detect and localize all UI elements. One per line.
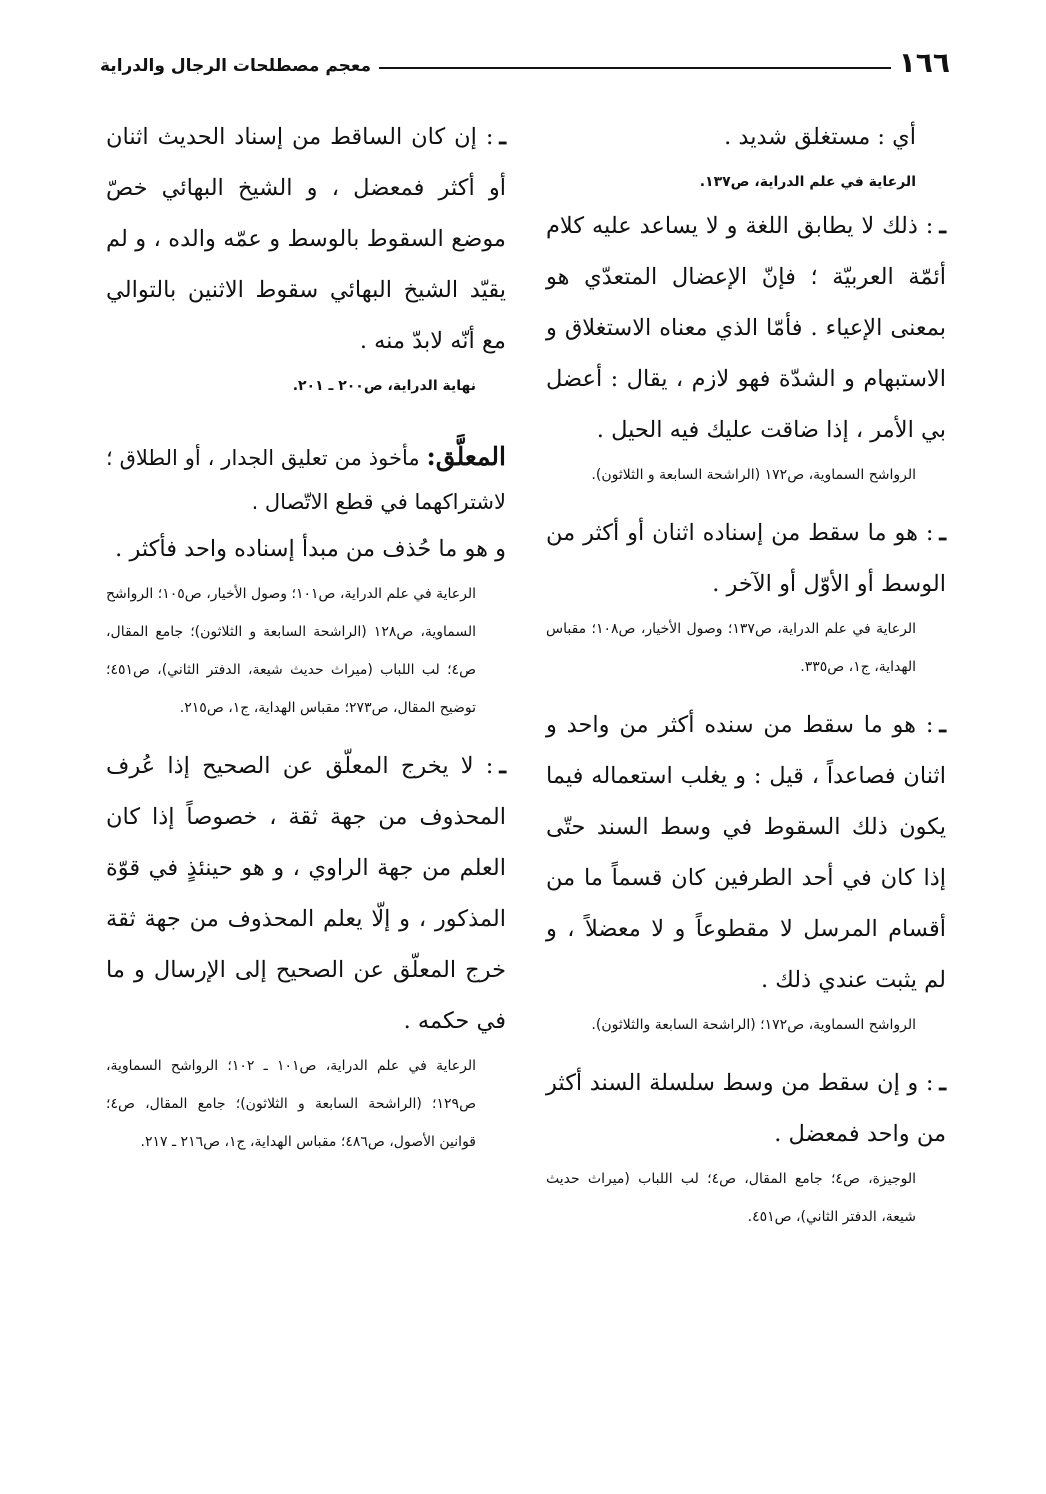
page-number: ١٦٦ [898,46,950,79]
headword-definition: مأخوذ من تعليق الجدار ، أو الطلاق ؛ لاشتراكهما في قطع الاتّصال . [106,446,506,514]
entry-body: : ذلك لا يطابق اللغة و لا يساعد عليه كلام أئمّة العربيّة ؛ فإنّ الإعضال المتعدّي هو بمعنى الإعياء . فأمّا الذي معناه الاستغلاق و الاستبهام و الشدّة فهو لازم ، يقال : أعضل بي الأمر ، إذا ضاقت عليك فيه الحيل . [546,213,946,443]
entry-dash: ـ [939,712,946,738]
reference: الرواشح السماوية، ص١٧٢ (الراشحة السابعة و الثلاثون). [591,467,916,483]
entry-text: و هو ما حُذف من مبدأ إسناده واحد فأكثر . [115,536,506,562]
entry-text: أي : مستغلق شديد . [724,124,916,150]
entry-body: : لا يخرج المعلّق عن الصحيح إذا عُرف المحذوف من جهة ثقة ، خصوصاً إذا كان العلم من جهة الراوي ، و هو حينئذٍ في قوّة المذكور ، و إلّا يعلم المحذوف من جهة ثقة خرج المعلّق عن الصحيح إلى الإرسال و ما في حكمه . [106,753,506,1034]
headword-entry [106,435,506,524]
entry-dash: ـ [499,124,506,150]
left-column [106,112,506,1161]
reference: نهاية الدراية، ص٢٠٠ ـ ٢٠١. [292,378,476,394]
reference: الرواشح السماوية، ص١٧٢؛ (الراشحة السابعة والثلاثون). [591,1017,916,1033]
entry-text [106,112,506,367]
entry-body: : هو ما سقط من سنده أكثر من واحد و اثنان فصاعداً ، قيل : و يغلب استعماله فيما يكون ذلك السقوط في وسط السند حتّى إذا كان في أحد الطرفين كان قسماً ما من أقسام المرسل لا مقطوعاً و لا معضلاً ، و لم يثبت عندي ذلك . [546,712,946,993]
reference: الرعاية في علم الدراية، ص١٣٧؛ وصول الأخيار، ص١٠٨؛ مقباس الهداية، ج١، ص٣٣٥. [546,621,917,675]
entry-text [106,741,506,1047]
entry-body: : و إن سقط من وسط سلسلة السند أكثر من واحد فمعضل . [546,1070,946,1147]
right-column [546,112,946,1236]
entry-text [546,508,946,610]
entry-text [546,201,946,456]
entry-dash: ـ [939,213,946,239]
book-title: معجم مصطلحات الرجال والدراية [100,56,372,76]
reference: الرعاية في علم الدراية، ص١٣٧. [699,174,916,190]
reference: الرعاية في علم الدراية، ص١٠١؛ وصول الأخيار، ص١٠٥؛ الرواشح السماوية، ص١٢٨ (الراشحة السابعة و الثلاثون)؛ جامع المقال، ص٤؛ لب اللباب (ميراث حديث شيعة، الدفتر الثاني)، ص٤٥١؛ توضيح المقال، ص٢٧٣؛ مقباس الهداية، ج١، ص٢١٥. [106,586,477,716]
entry-text [546,700,946,1006]
entry-text [546,1058,946,1160]
entry-dash: ـ [939,520,946,546]
page-header [100,38,950,78]
entry-dash: ـ [939,1070,946,1096]
entry-body: : إن كان الساقط من إسناد الحديث اثنان أو أكثر فمعضل ، و الشيخ البهائي خصّ موضع السقوط بالوسط و عمّه والده ، و لم يقيّد الشيخ البهائي سقوط الاثنين بالتوالي مع أنّه لابدّ منه . [106,124,506,354]
entry-body: : هو ما سقط من إسناده اثنان أو أكثر من الوسط أو الأوّل أو الآخر . [546,520,946,597]
header-rule [379,67,891,69]
headword: المعلَّق: [426,442,506,471]
reference: الرعاية في علم الدراية، ص١٠١ ـ ١٠٢؛ الرواشح السماوية، ص١٢٩؛ (الراشحة السابعة و الثلاثون)؛ جامع المقال، ص٤؛ قوانين الأصول، ص٤٨٦؛ مقباس الهداية، ج١، ص٢١٦ ـ ٢١٧. [106,1058,476,1150]
reference: الوجيزة، ص٤؛ جامع المقال، ص٤؛ لب اللباب (ميراث حديث شيعة، الدفتر الثاني)، ص٤٥١. [546,1171,916,1225]
entry-dash: ـ [499,753,506,779]
